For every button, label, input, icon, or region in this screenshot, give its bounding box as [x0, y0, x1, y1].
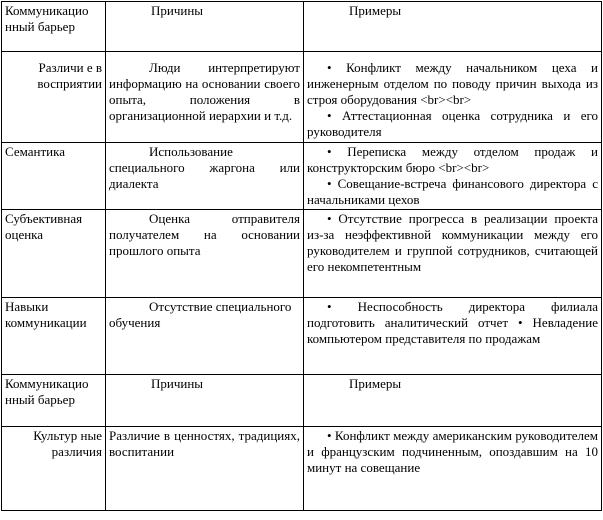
header-examples: Примеры [304, 2, 602, 52]
table-row [2, 52, 602, 143]
header-causes: Причины [106, 375, 304, 427]
barrier-text: Семантика [5, 144, 65, 159]
table-row [2, 298, 602, 375]
barrier-text: Навыки коммуникации [5, 299, 87, 330]
examples-cell [304, 52, 602, 143]
cause-text: Отсутствие специального обучения [109, 299, 292, 330]
barrier-cell [2, 143, 106, 210]
example-text: • Конфликт между американским руководителем и французским подчиненным, опоздавшим на 10 минут на совещание [307, 428, 598, 475]
examples-cell [304, 298, 602, 375]
example-text: • Неспособность директора филиала подготовить аналитический отчет • Невладение компьютером представителя по продажам [307, 299, 598, 346]
example-text: • Конфликт между начальником цеха и инженерным отделом по поводу причин выхода из строя оборудования <br><br> [307, 60, 598, 107]
header-barrier: Коммуникацио нный барьер [2, 2, 106, 52]
header-causes: Причины [106, 2, 304, 52]
examples-cell [304, 427, 602, 511]
example-text: • Совещание-встреча финансового директора с начальниками цехов [307, 176, 598, 207]
cause-text: Оценка отправителя получателем на основании прошлого опыта [109, 211, 300, 258]
example-text: • Переписка между отделом продаж и конструкторским бюро <br><br> [307, 144, 598, 175]
table-row [2, 427, 602, 511]
barrier-text: Субъективная оценка [5, 211, 83, 242]
example-text: • Аттестационная оценка сотрудника и его руководителя [307, 108, 598, 139]
table-header-row [2, 2, 602, 52]
barrier-cell [2, 210, 106, 298]
cause-text: Различие в ценностях, традициях, воспитании [109, 428, 300, 459]
table-row [2, 143, 602, 210]
table-header-row-repeat [2, 375, 602, 427]
barrier-text: Культур ные различия [33, 428, 102, 459]
cause-cell [106, 52, 304, 143]
barrier-text: Различи е в восприятии [37, 60, 102, 91]
cause-cell [106, 143, 304, 210]
cause-cell [106, 298, 304, 375]
examples-cell [304, 210, 602, 298]
cause-cell [106, 210, 304, 298]
examples-cell [304, 143, 602, 210]
barrier-cell [2, 298, 106, 375]
cause-cell [106, 427, 304, 511]
barrier-cell [2, 52, 106, 143]
header-barrier: Коммуникацио нный барьер [2, 375, 106, 427]
barrier-cell [2, 427, 106, 511]
example-text: • Отсутствие прогресса в реализации проекта из-за неэффективной коммуникации между его руководителем и группой сотрудников, считающей его некомпетентным [307, 211, 598, 274]
cause-text: Использование специального жаргона или диалекта [109, 144, 300, 191]
barriers-table [1, 1, 602, 511]
cause-text: Люди интерпретируют информацию на основании своего опыта, положения в организационной иерархии и т.д. [109, 60, 300, 123]
header-examples: Примеры [304, 375, 602, 427]
table-row [2, 210, 602, 298]
